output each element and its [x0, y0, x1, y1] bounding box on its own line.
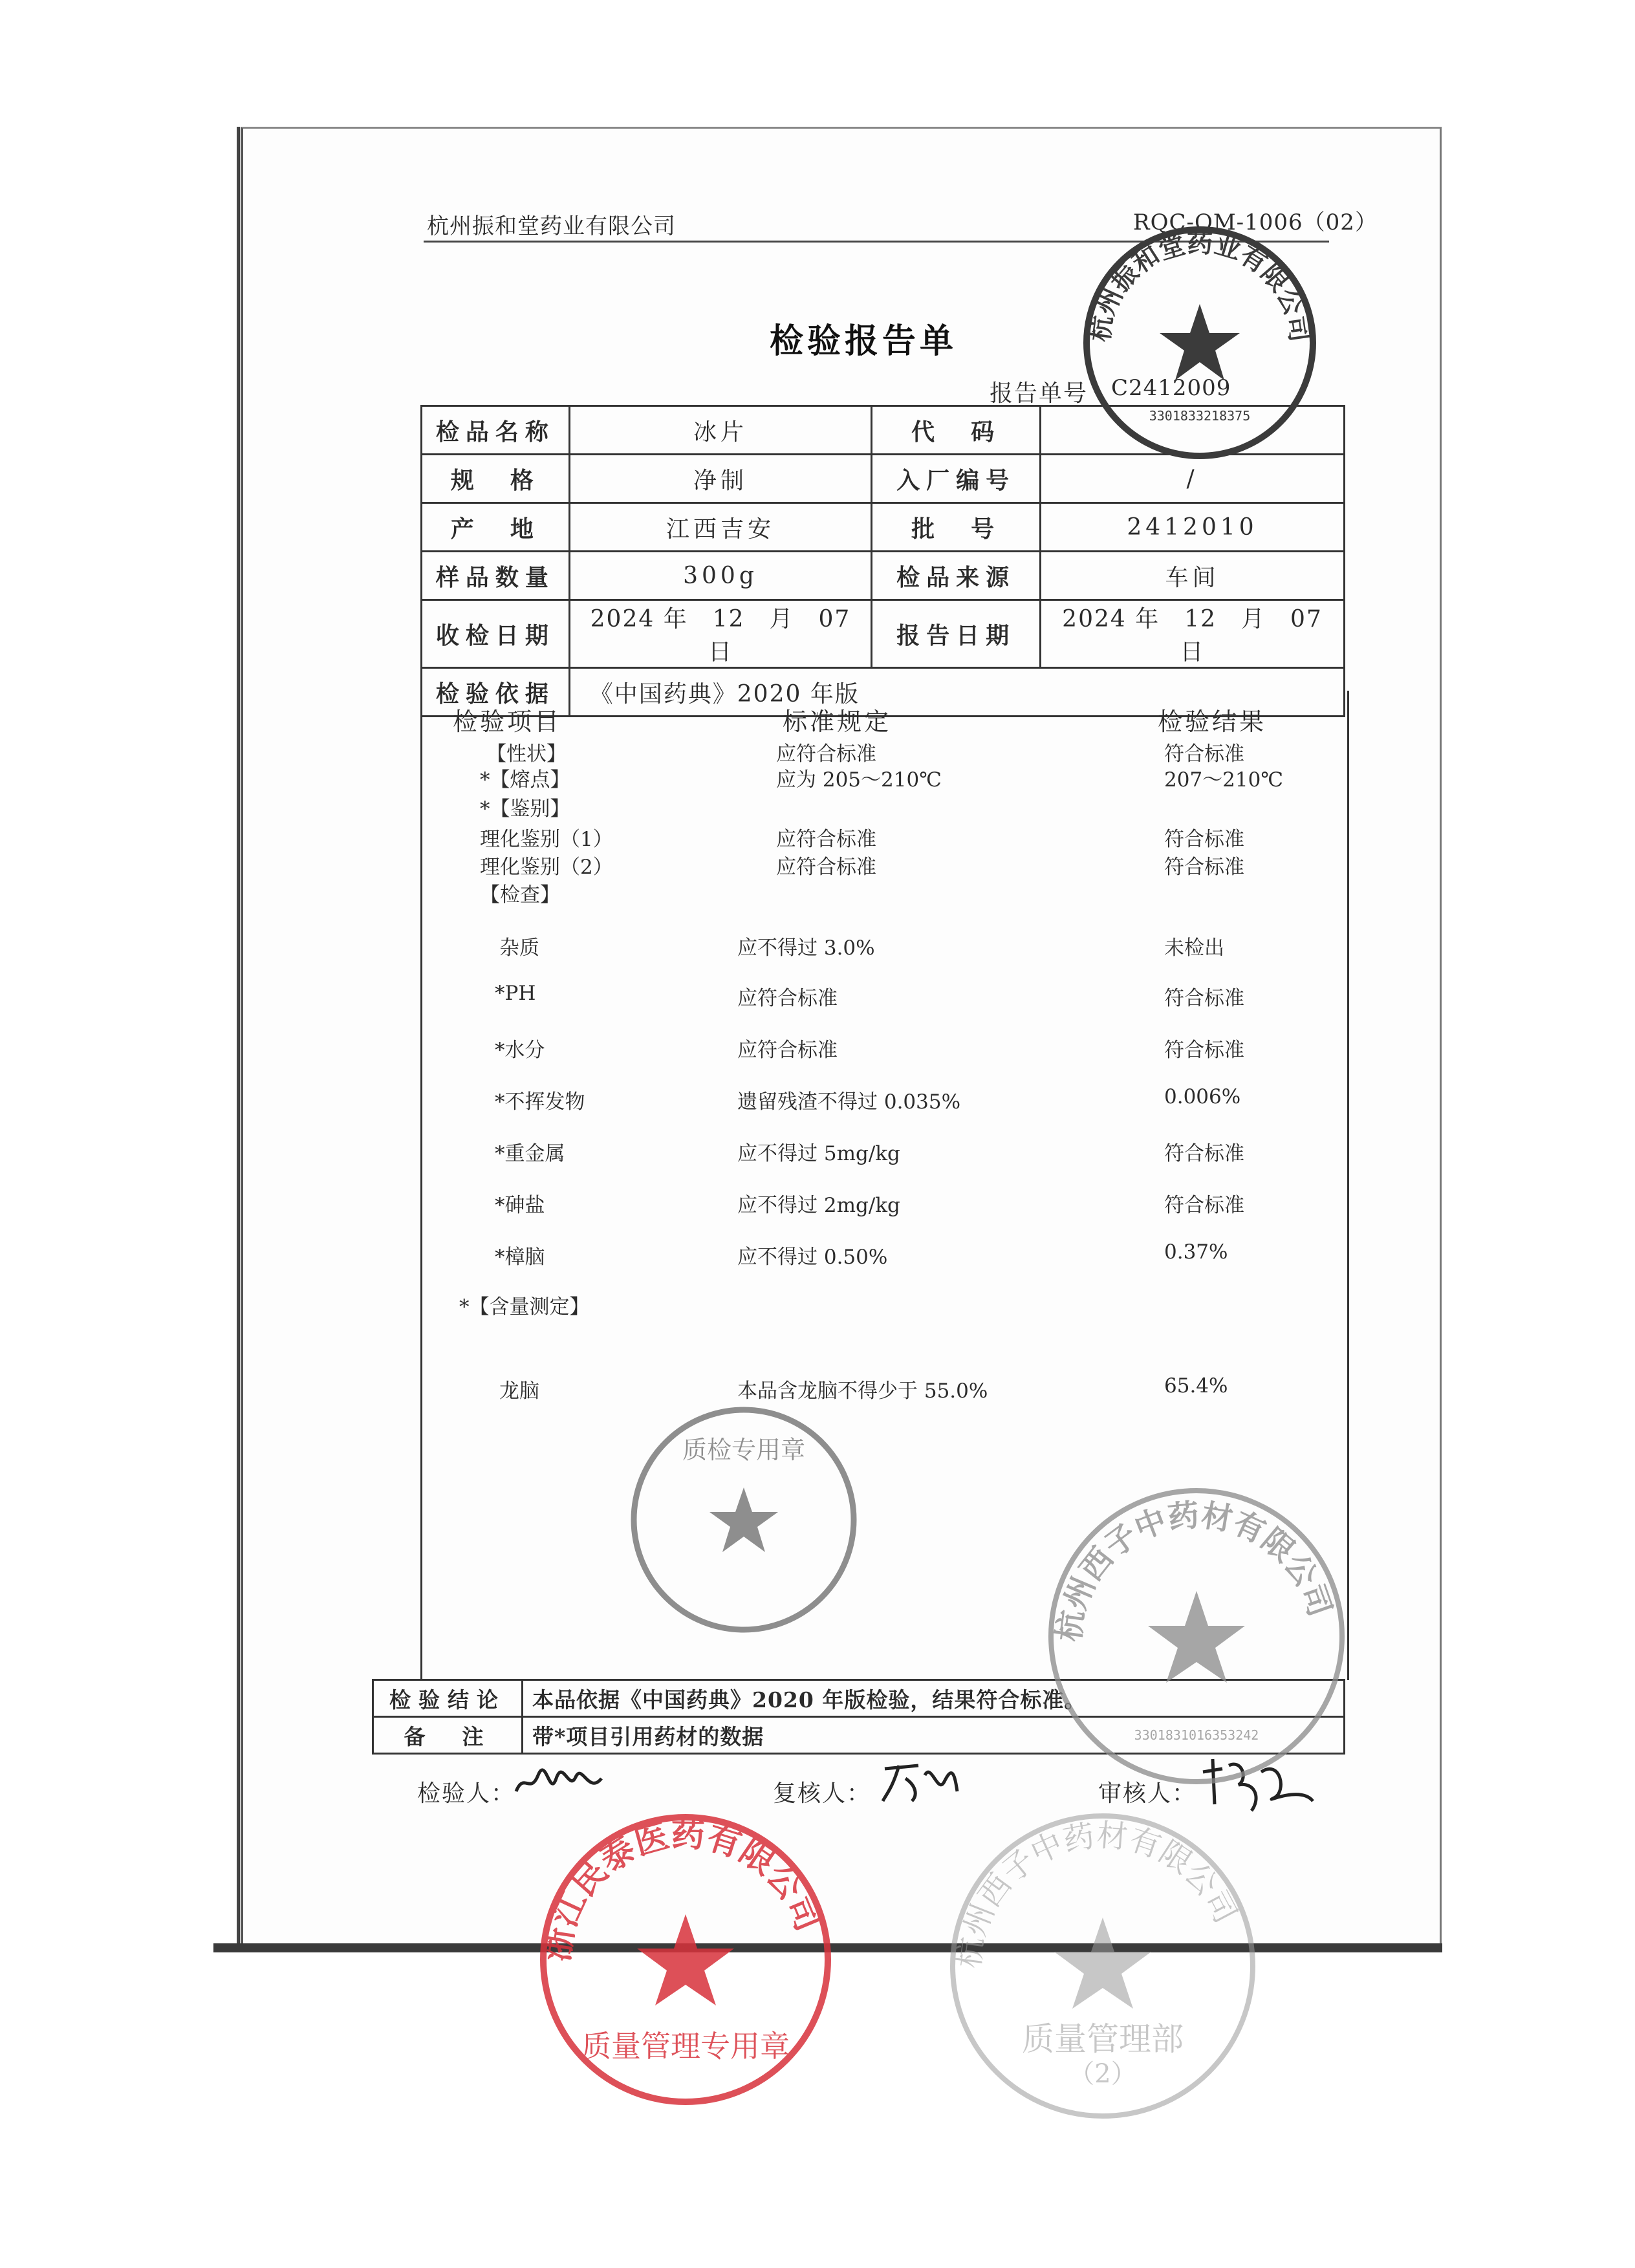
item-name: *砷盐	[495, 1194, 545, 1217]
item-result: 符合标准	[1164, 828, 1244, 851]
item-standard: 应符合标准	[776, 742, 876, 766]
qty-value: 300g	[569, 552, 871, 600]
info-row	[422, 503, 1345, 552]
item-name: *PH	[495, 982, 536, 1005]
item-result: 符合标准	[1164, 742, 1244, 766]
company-header: 杭州振和堂药业有限公司	[427, 213, 676, 239]
inspector-signature	[511, 1759, 608, 1804]
item-standard: 应符合标准	[737, 987, 838, 1010]
report-no-label: 报告单号	[990, 380, 1088, 407]
item-result: 符合标准	[1164, 987, 1244, 1010]
origin-value: 江西吉安	[569, 503, 871, 552]
code-label: 代 码	[872, 406, 1041, 455]
item-result: 符合标准	[1164, 1039, 1244, 1062]
item-result: 0.37%	[1164, 1240, 1228, 1264]
red-seal-dept: 质量管理专用章	[581, 2029, 790, 2064]
item-result: 符合标准	[1164, 856, 1244, 879]
scan-edge-left	[237, 127, 240, 1950]
qc-seal-stamp	[621, 1397, 867, 1643]
item-result: 207～210℃	[1164, 768, 1284, 792]
item-name: *樟脑	[495, 1246, 545, 1269]
seal-number: 3301833218375	[1149, 408, 1251, 424]
supplier-seal-stamp	[1041, 1481, 1352, 1791]
product-name-value: 冰片	[569, 406, 871, 455]
company-seal-stamp	[1070, 213, 1329, 472]
item-standard: 遗留残渣不得过 0.035%	[737, 1090, 961, 1114]
item-name: *重金属	[495, 1142, 565, 1165]
batch-value: 2412010	[1041, 503, 1345, 552]
recv-date-value: 2024 年 12 月 07 日	[569, 600, 871, 668]
item-result: 符合标准	[1164, 1194, 1244, 1217]
form-code: RQC-OM-1006（02）	[1133, 210, 1378, 235]
report-no-value: C2412009	[1111, 375, 1231, 401]
factory-no-value: /	[1041, 455, 1345, 503]
report-title: 检验报告单	[770, 321, 958, 361]
report-date-value: 2024 年 12 月 07 日	[1041, 600, 1345, 668]
item-standard: 应符合标准	[737, 1039, 838, 1062]
item-name: 【性状】	[486, 742, 567, 766]
item-standard: 应不得过 0.50%	[737, 1246, 888, 1269]
item-name: 【检查】	[480, 883, 560, 907]
gray-seal-text: 杭州西子中药材有限公司	[950, 1817, 1244, 1971]
conclusion-value: 本品依据《中国药典》2020 年版检验，结果符合标准。	[523, 1680, 1345, 1717]
reviewer-label: 复核人：	[773, 1780, 872, 1807]
item-standard: 应不得过 3.0%	[737, 936, 875, 960]
spec-label: 规 格	[422, 455, 570, 503]
item-name: 龙脑	[499, 1379, 539, 1403]
seal-text: 杭州振和堂药业有限公司	[1084, 228, 1316, 344]
report-date-label: 报告日期	[872, 600, 1041, 668]
item-name: 杂质	[499, 936, 539, 960]
gray-qa-seal-stamp	[941, 1804, 1264, 2128]
recv-date-label: 收检日期	[422, 600, 570, 668]
product-name-label: 检品名称	[422, 406, 570, 455]
item-result: 65.4%	[1164, 1374, 1228, 1398]
item-result: 0.006%	[1164, 1085, 1241, 1108]
item-standard: 应为 205～210℃	[776, 768, 942, 792]
item-name: *不挥发物	[495, 1090, 585, 1114]
item-standard: 应符合标准	[776, 856, 876, 879]
item-standard: 应不得过 5mg/kg	[737, 1142, 900, 1165]
source-label: 检品来源	[872, 552, 1041, 600]
item-result: 未检出	[1164, 936, 1224, 960]
gray-seal-sub: （2）	[1068, 2059, 1137, 2089]
conclusion-label: 检验结论	[373, 1680, 523, 1717]
basis-label: 检验依据	[422, 668, 570, 717]
item-name: *【鉴别】	[480, 797, 570, 821]
inspector-label: 检验人：	[417, 1780, 516, 1807]
remark-label: 备 注	[373, 1717, 523, 1754]
spec-value: 净制	[569, 455, 871, 503]
item-name: *【熔点】	[480, 768, 570, 792]
batch-label: 批 号	[872, 503, 1041, 552]
item-standard: 应符合标准	[776, 828, 876, 851]
item-standard: 应不得过 2mg/kg	[737, 1194, 900, 1217]
item-result: 符合标准	[1164, 1142, 1244, 1165]
info-row	[422, 552, 1345, 600]
col-head-item: 检验项目	[453, 707, 562, 736]
red-seal-text: 浙江民泰医药有限公司	[537, 1815, 828, 1964]
reviewer-signature	[880, 1756, 964, 1808]
remark-value: 带*项目引用药材的数据	[523, 1717, 1345, 1754]
source-value: 车间	[1041, 552, 1345, 600]
qc-seal-text: 质检专用章	[682, 1436, 806, 1464]
col-head-result: 检验结果	[1158, 707, 1267, 736]
supplier-seal-number: 3301831016353242	[1134, 1727, 1259, 1743]
col-head-standard: 标准规定	[783, 707, 892, 736]
approver-label: 审核人：	[1098, 1780, 1197, 1807]
item-name: *【含量测定】	[459, 1295, 590, 1319]
factory-no-label: 入厂编号	[872, 455, 1041, 503]
origin-label: 产 地	[422, 503, 570, 552]
gray-seal-dept: 质量管理部	[1022, 2020, 1184, 2058]
qty-label: 样品数量	[422, 552, 570, 600]
item-name: 理化鉴别（1）	[480, 828, 613, 851]
red-qa-seal-stamp	[534, 1808, 838, 2111]
basis-value: 《中国药典》2020 年版	[569, 668, 1344, 717]
item-standard: 本品含龙脑不得少于 55.0%	[737, 1379, 988, 1403]
supplier-seal-text: 杭州西子中药材有限公司	[1050, 1496, 1339, 1644]
item-name: *水分	[495, 1039, 545, 1062]
info-row	[422, 600, 1345, 668]
item-name: 理化鉴别（2）	[480, 856, 613, 879]
